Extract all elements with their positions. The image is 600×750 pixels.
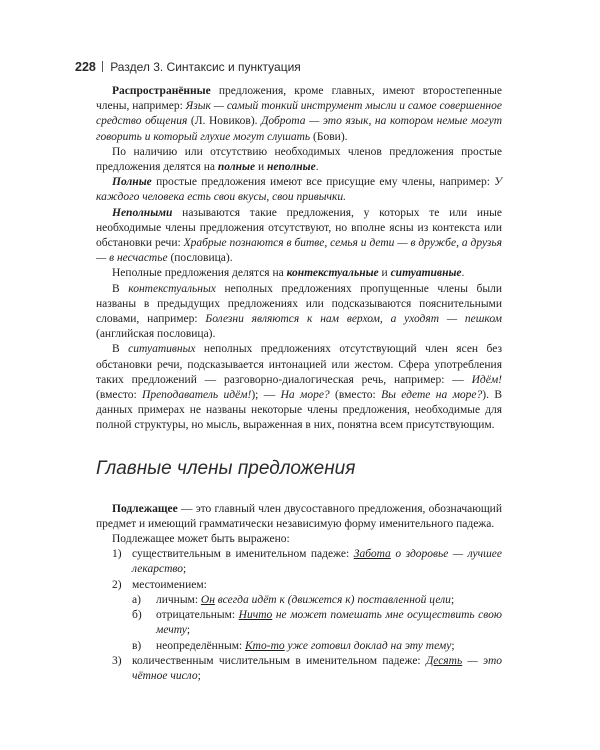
paragraph-extended-sentences: Распространённые предложения, кроме главных, имеют второстепенные члены, например: Язык — самый тонкий инструмент мысли и самое совершенное средство общения (Л. Новиков). Доброта — это язык, на котором немые могут говорить и который глухие могут слушать (Бови). <box>96 85 502 143</box>
list-subitem: б) отрицательным: Ничто не может помешать мне осуществить свою мечту; <box>132 609 502 637</box>
paragraph-incomplete-types: Неполные предложения делятся на контекстуальные и ситуативные. <box>112 267 465 280</box>
paragraph-classification: По наличию или отсутствию необходимых членов предложения простые предложения делятся на полные и неполные. <box>96 145 502 174</box>
list-item: 2) местоимением: <box>112 578 207 591</box>
example-subject: Десять <box>425 654 463 667</box>
example-subject: Он <box>200 593 215 606</box>
example: Идём! <box>471 373 502 386</box>
page-body <box>96 84 502 684</box>
example: Доброта — это язык, на котором немые могут говорить и который глухие могут слушать <box>96 115 502 143</box>
example-subject: Кто-то <box>245 639 285 652</box>
emphasis: ситуативных <box>128 343 196 356</box>
term: неполные <box>266 161 316 174</box>
paragraph-subject-definition: Подлежащее — это главный член двусоставного предложения, обозначающий предмет и имеющий грамматически независимую форму именительного падежа. <box>96 502 502 530</box>
paragraph-contextual: В контекстуальных неполных предложениях пропущенные члены были названы в предыдущих предложениях или подсказываются пояснительными словами, например: Болезни являются к нам верхом, а уходят — пешком (английская пословица). <box>96 282 502 341</box>
term: Распространённые <box>112 85 211 97</box>
example-subject: Ничто <box>238 609 273 622</box>
section-heading: Главные члены предложения <box>96 457 356 479</box>
emphasis: контекстуальных <box>128 282 216 295</box>
list-subitem: в) неопределённым: Кто-то уже готовил доклад на эту тему; <box>132 639 455 652</box>
term: ситуативные <box>390 267 462 280</box>
list-item: 1) существительным в именительном падеже: Забота о здоровье — лучшее лекарство; <box>112 548 502 576</box>
example: На море? <box>280 389 330 402</box>
term: полные <box>217 161 256 174</box>
paragraph-incomplete: Неполными называются такие предложения, у которых те или иные необходимые члены предложения отсутствуют, но вполне ясны из контекста или обстановки речи: Храбрые познаются в битве, семья и дети — в дружбе, а друзья — в несчастье (пословица). <box>96 206 502 265</box>
example: Болезни являются к нам верхом, а уходят — пешком <box>205 313 502 326</box>
example: о здоровье — лучшее лекарство <box>132 548 502 576</box>
example: Храбрые познаются в битве, семья и дети — в дружбе, а друзья — в несчастье <box>96 237 502 265</box>
subject-forms-list <box>96 547 502 684</box>
header-divider <box>102 61 103 72</box>
paragraph-situational: В ситуативных неполных предложениях отсутствующий член ясен без обстановки речи, подсказывается интонацией или жестом. Сфера употребления таких предложений — разговорно-диалогическая речь, например: — Идём! (вместо: Преподаватель идём!); — На море? (вместо: Вы едете на море?). В данных примерах не названы некоторые члены предложения, необходимые для полной структуры, но мысль, выраженная в них, понятна всем присутствующим. <box>96 343 503 432</box>
paragraph-subject-forms-intro: Подлежащее может быть выражено: <box>112 533 290 546</box>
example-subject: Забота <box>353 548 391 561</box>
term: Подлежащее <box>112 502 178 515</box>
term: Полные <box>112 176 152 189</box>
example: всегда идёт к (движется к) поставленной цели <box>214 593 451 606</box>
example: Вы едете на море? <box>381 389 483 402</box>
example: — это чётное число <box>132 654 502 682</box>
running-title: Раздел 3. Синтаксис и пунктуация <box>110 60 301 74</box>
term: контекстуальные <box>286 267 379 280</box>
example: У каждого человека есть свои вкусы, свои привычки. <box>96 176 502 204</box>
example: Язык — самый тонкий инструмент мысли и самое совершенное средство общения <box>96 100 502 128</box>
paragraph-complete: Полные простые предложения имеют все присущие ему члены, например: У каждого человека есть свои вкусы, свои привычки. <box>96 176 502 204</box>
example: не может помешать мне осуществить свою мечту <box>156 609 502 637</box>
list-subitem: а) личным: Он всегда идёт к (движется к) поставленной цели; <box>132 593 455 606</box>
term: Неполными <box>112 206 173 219</box>
list-item: 3) количественным числительным в именительном падеже: Десять — это чётное число; <box>112 654 502 682</box>
page-number: 228 <box>75 60 96 74</box>
running-header <box>75 60 301 74</box>
example: Преподаватель идём! <box>142 389 252 402</box>
example: уже готовил доклад на эту тему <box>284 639 452 652</box>
